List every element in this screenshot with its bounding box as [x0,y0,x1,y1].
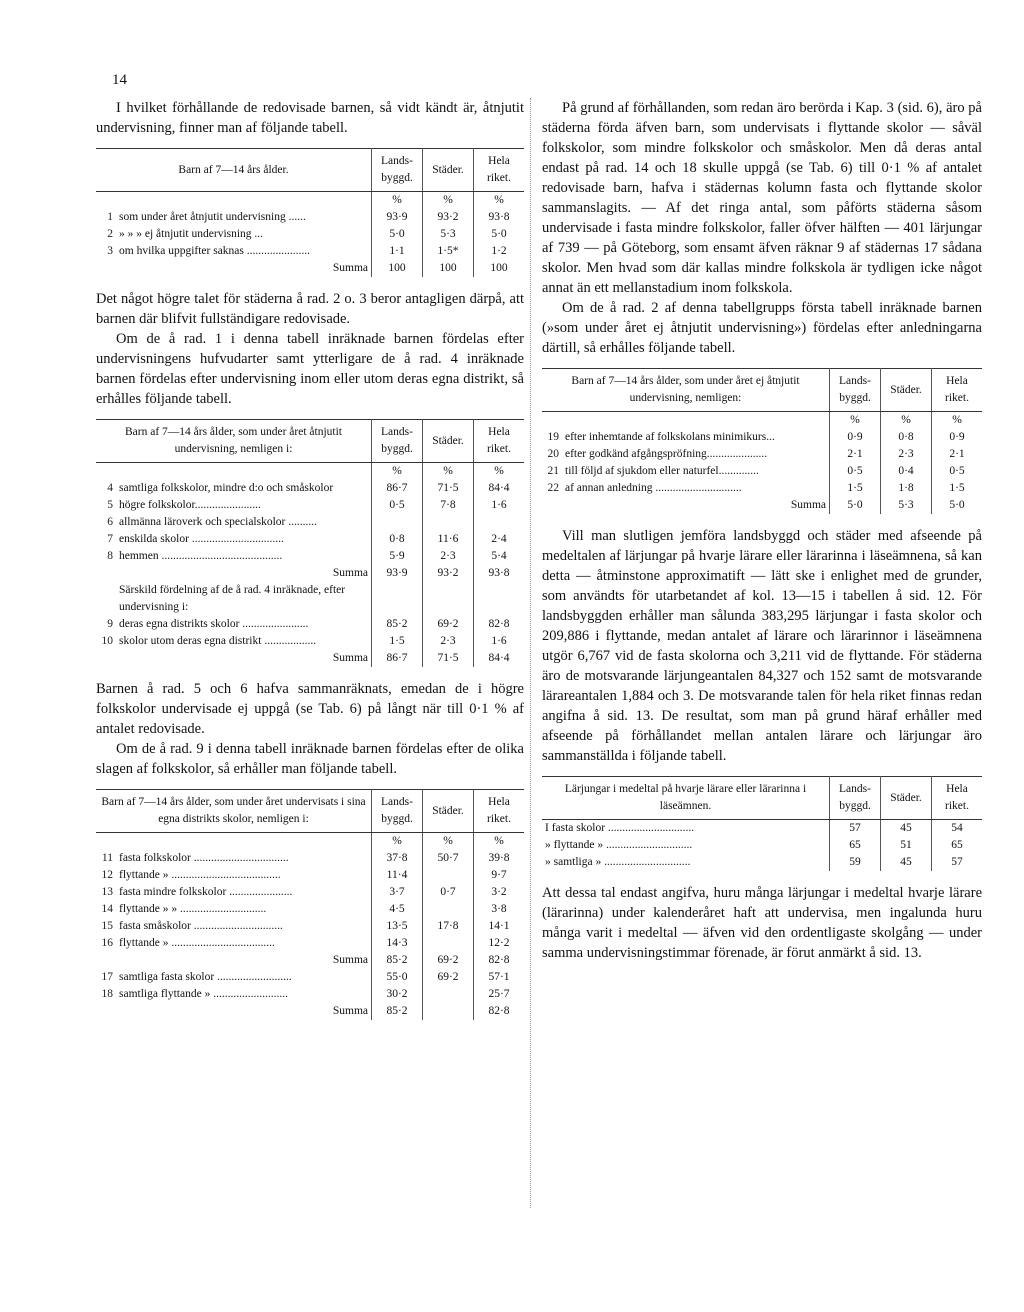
table-cell [372,582,423,616]
page-number: 14 [112,72,127,88]
table-part [96,790,524,833]
table-cell: 5·0 [474,226,525,243]
table-cell: 5·9 [372,548,423,565]
table-row [96,531,524,548]
table-cell: 82·8 [474,952,525,969]
table-part [96,420,524,463]
table-cell: 100 [372,260,423,277]
table-row [542,463,982,480]
table-cell: 4·5 [372,901,423,918]
table-cell [474,514,525,531]
table-cell: Summa [332,652,368,664]
table-cell: 71·5 [423,480,474,497]
table-header-cell: Barn af 7—14 års ålder, som under året undervisats i sina egna distrikts skolor, nemligen i: [96,790,372,833]
table-row [542,429,982,446]
table-cell: 71·5 [423,650,474,667]
table-part [542,412,982,430]
table-row [96,548,524,565]
table-cell: 7 [107,533,113,545]
table-cell: Särskild fördelning af de å rad. 4 inräknade, efter undervisning i: [119,584,346,613]
table-cell: 45 [881,854,932,871]
table-part [96,192,524,210]
table-cell: 65 [830,837,881,854]
table-cell [562,412,830,430]
table-cell: allmänna läroverk och specialskolor .......... [119,516,317,528]
table-cell [423,582,474,616]
right-paragraph-2: Om de å rad. 2 af denna tabellgrupps första tabell inräknade barnen (»som under året ej åtnjutit undervisning») fördelas efter anledningarna därtill, så erhålles följande tabell. [542,300,982,356]
table-cell: 30·2 [372,986,423,1003]
table-cell: fasta småskolor ............................... [119,920,283,932]
table-3 [96,789,524,1020]
table-row [542,854,982,871]
table-header-cell: Hela riket. [932,369,983,412]
table-cell: 1·5 [830,480,881,497]
table-row [542,480,982,497]
table-row [96,901,524,918]
table-cell: deras egna distrikts skolor ....................... [119,618,309,630]
pct-symbol: % [474,192,525,210]
table-cell: 25·7 [474,986,525,1003]
table-header-cell: Städer. [423,420,474,463]
table-cell: 14 [101,903,113,915]
table-cell: 8 [107,550,113,562]
table-cell: 82·8 [474,616,525,633]
table-cell: 84·4 [474,480,525,497]
table-header-cell: Lärjungar i medeltal på hvarje lärare eller lärarinna i läseämnen. [542,777,830,820]
table-cell: 5·3 [423,226,474,243]
table-cell: 1·5 [932,480,983,497]
table-cell: 3·7 [372,884,423,901]
paragraph-2: Det något högre talet för städerna å rad. 2 o. 3 beror antagligen därpå, att barnen där blifvit fullständigare redovisade. [96,291,524,327]
table-cell: 22 [547,482,559,494]
table-cell: 2·4 [474,531,525,548]
table-cell: 2·1 [830,446,881,463]
table-cell: 0·4 [881,463,932,480]
table-cell: fasta mindre folkskolor ...................... [119,886,293,898]
intro-paragraph: I hvilket förhållande de redovisade barnen, så vidt kändt är, åtnjutit undervisning, finner man af följande tabell. [96,100,524,136]
right-paragraph-4: Att dessa tal endast angifva, huru många lärjungar i medeltal hvarje lärare (lärarinna) under kalenderåret haft att undervisa, men ingalunda huru många varit i medeltal — äfven vid den ordentligaste skolgång — under samma undervisningstimmar förenade, är förut anmärkt å sid. 13. [542,885,982,961]
table-part [542,369,982,412]
table-cell: 57 [830,820,881,838]
summa-row [96,565,524,582]
table-cell: Summa [332,262,368,274]
table-cell: 1·2 [474,243,525,260]
table-cell: 1·1 [372,243,423,260]
table-cell: 54 [932,820,983,838]
table-cell: 1·5 [372,633,423,650]
table-cell: Summa [332,567,368,579]
table-part [542,777,982,820]
table-cell: 5·0 [372,226,423,243]
table-cell: % [830,412,881,430]
table-header-desc: Barn af 7—14 års ålder. [96,149,372,192]
table-cell: till följd af sjukdom eller naturfel.............. [565,465,759,477]
table-cell: 0·7 [423,884,474,901]
table-cell: » » » ej åtnjutit undervisning ... [119,228,264,240]
table-row [96,209,524,226]
table-cell: % [372,463,423,481]
table-cell: skolor utom deras egna distrikt .................. [119,635,317,647]
table-row [96,884,524,901]
table-cell: 15 [101,920,113,932]
table-cell: 55·0 [372,969,423,986]
table-cell: % [423,463,474,481]
table-cell [423,901,474,918]
table-cell: 10 [101,635,113,647]
table-cell: 93·8 [474,565,525,582]
table-cell: 57 [932,854,983,871]
table-cell: Summa [332,954,368,966]
table-row [96,867,524,884]
table-cell: 5 [107,499,113,511]
table-cell: hemmen .......................................... [119,550,283,562]
table-cell [372,514,423,531]
table-row [96,514,524,531]
table-4 [542,368,982,514]
table-cell: 93·9 [372,565,423,582]
table-cell: 7·8 [423,497,474,514]
table-row [542,446,982,463]
table-cell: 11 [101,852,113,864]
summa-row [96,1003,524,1020]
table-cell: 45 [881,820,932,838]
table-cell: » flyttande » .............................. [545,839,693,851]
table-cell [542,412,562,430]
table-header-cell: Lands-byggd. [830,777,881,820]
table-cell: 1 [107,211,113,223]
table-cell: 69·2 [423,952,474,969]
table-cell: högre folkskolor....................... [119,499,261,511]
table-cell: 100 [474,260,525,277]
table-cell [116,463,372,481]
table-cell: 11·4 [372,867,423,884]
right-paragraph-3: Vill man slutligen jemföra landsbyggd och städer med afseende på medeltalen af lärjungar på hvarje lärare eller lärarinna i läseämnena, så kan detta — åtminstone approximatift — lätt ske i enlighet med de grunder, som användts för utarbetandet af kol. 13—15 i tabellen å sid. 12. För landsbyggden erhåller man sålunda 383,295 lärjungar i fasta skolor och 209,886 i flyttande, medan antalet af lärare och lärarinnor i läseämnena utgör 6,767 vid de fasta skolorna och 3,211 vid de flyttande. För städerna äro de motsvarande lärjungeantalen 84,327 och 152 samt de motsvarande lärareantalen 1,884 och 3. De motsvarande talen för hela riket finnas redan angifna å sid. 13. De resultat, som man på grund häraf erhåller med afseende på förhållandet mellan antalen lärare och lärjungar äro sammanställda i följande tabell. [542,528,982,764]
table-cell: 3 [107,245,113,257]
table-cell: 12 [101,869,113,881]
table-row [96,497,524,514]
table-cell [116,192,372,210]
table-cell: 85·2 [372,616,423,633]
table-header-cell: Hela riket. [474,420,525,463]
table-cell: 65 [932,837,983,854]
table-cell: 3·8 [474,901,525,918]
table-cell: 0·5 [932,463,983,480]
table-cell: 51 [881,837,932,854]
table-cell: 2·3 [423,633,474,650]
table-cell: enskilda skolor ................................ [119,533,284,545]
table-row [96,243,524,260]
table-cell: 84·4 [474,650,525,667]
table-cell: 12·2 [474,935,525,952]
table-cell: 13·5 [372,918,423,935]
table-cell: 14·3 [372,935,423,952]
table-header-cell: Lands-byggd. [372,790,423,833]
table-cell: 0·5 [830,463,881,480]
table-row [96,480,524,497]
table-cell: 93·2 [423,209,474,226]
table-cell: 2·3 [423,548,474,565]
table-row [96,226,524,243]
table-cell: 1·6 [474,633,525,650]
col-header-hela-riket: Hela riket. [474,149,525,192]
table-cell: 5·3 [881,497,932,514]
table-cell: 3·2 [474,884,525,901]
table-cell: som under året åtnjutit undervisning ...... [119,211,306,223]
table-cell: 100 [423,260,474,277]
table-header-cell: Hela riket. [474,790,525,833]
col-header-stader: Städer. [423,149,474,192]
table-cell: samtliga folkskolor, mindre d:o och småskolor [119,482,334,494]
table-cell: 5·4 [474,548,525,565]
table-cell: af annan anledning .............................. [565,482,742,494]
table-row [96,986,524,1003]
table-cell: 50·7 [423,850,474,867]
table-row [542,837,982,854]
table-cell [96,1003,116,1020]
table-cell: 0·9 [932,429,983,446]
table-row [96,969,524,986]
table-part [96,463,524,481]
table-cell: % [474,833,525,851]
table-cell: samtliga flyttande » .......................... [119,988,288,1000]
summa-row [96,650,524,667]
table-cell: 0·9 [830,429,881,446]
table-cell [96,260,116,277]
table-cell: samtliga fasta skolor .......................... [119,971,292,983]
table-5 [542,776,982,871]
table-cell: 9 [107,618,113,630]
table-cell: om hvilka uppgifter saknas ...................... [119,245,311,257]
table-cell: 19 [547,431,559,443]
table-cell: % [881,412,932,430]
table-cell: 93·8 [474,209,525,226]
table-cell [423,1003,474,1020]
table-cell: 1·5* [423,243,474,260]
table-cell: % [932,412,983,430]
table-cell [423,986,474,1003]
table-cell: fasta folkskolor ................................. [119,852,289,864]
table-header-cell: Hela riket. [932,777,983,820]
table-cell: flyttande » .................................... [119,937,275,949]
table-cell: flyttande » ...................................... [119,869,281,881]
table-cell: Summa [790,499,826,511]
table-cell: 69·2 [423,616,474,633]
summa-row [542,497,982,514]
table-cell: 18 [101,988,113,1000]
sub-header-row [96,582,524,616]
table-cell: 37·8 [372,850,423,867]
table-cell [423,935,474,952]
table-cell: 16 [101,937,113,949]
table-cell [96,952,116,969]
paragraph-5: Om de å rad. 9 i denna tabell inräknade barnen fördelas efter de olika slagen af folkskolor, så erhåller man följande tabell. [96,741,524,777]
table-header-cell: Lands-byggd. [372,420,423,463]
table-cell: 82·8 [474,1003,525,1020]
table-cell: Summa [332,1005,368,1017]
table-cell: 0·8 [881,429,932,446]
table-cell: 57·1 [474,969,525,986]
table-header-cell: Lands-byggd. [830,369,881,412]
col-header-landsbyggd: Lands-byggd. [372,149,423,192]
table-header-cell: Städer. [881,777,932,820]
table-header-cell: Barn af 7—14 års ålder, som under året ej åtnjutit undervisning, nemligen: [542,369,830,412]
table-cell: 5·0 [830,497,881,514]
table-cell [423,867,474,884]
table-cell: 85·2 [372,952,423,969]
table-cell: 86·7 [372,480,423,497]
table-cell: 5·0 [932,497,983,514]
table-header-desc: Barn af 7—14 års ålder, som under året åtnjutit undervisning, nemligen i: [96,420,372,463]
table-header-cell: Städer. [881,369,932,412]
table-cell: flyttande » » .............................. [119,903,267,915]
table-cell: 17 [101,971,113,983]
pct-symbol: % [372,192,423,210]
table-row [96,633,524,650]
table-cell: 85·2 [372,1003,423,1020]
paragraph-4: Barnen å rad. 5 och 6 hafva sammanräknats, emedan de i högre folkskolor undervisade ej uppgå (se Tab. 6) på långt när till 0·1 % af antalet redovisade. [96,681,524,737]
table-row [96,918,524,935]
table-cell: 0·5 [372,497,423,514]
table-cell: 4 [107,482,113,494]
right-column [542,98,982,963]
table-cell: % [423,833,474,851]
table-cell: 0·8 [372,531,423,548]
left-column [96,98,524,1032]
table-cell: efter inhemtande af folkskolans minimikurs... [565,431,775,443]
table-cell: 21 [547,465,559,477]
table-cell: % [372,833,423,851]
table-row [96,935,524,952]
right-paragraph-1: På grund af förhållanden, som redan äro berörda i Kap. 3 (sid. 6), äro på städerna förda äfven barn, som undervisats i flyttande skolor — såväl folkskolor, som mindre folkskolor och småskolor. Men då deras antal endast på rad. 14 och 18 skulle uppgå (se Tab. 6) till 0·1 % af antalet redovisade barn, hafva i städernas kolumn fasta och flyttande skolor sammanslagits. — Af det ringa antal, som påförts städerna såsom undervisade i fasta mindre folkskolor, faller öfver hälften — 401 lärjungar af 739 — på Göteborg, som ensamt äfven räknar 9 af städernas 17 sådana skolor. Men hvad som där kallas mindre folkskola är tydligen icke något annat än ett mellanstadium inom folkskola. [542,100,982,296]
table-row [96,616,524,633]
table-cell: 11·6 [423,531,474,548]
table-cell: 39·8 [474,850,525,867]
table-cell [96,650,116,667]
pct-symbol: % [423,192,474,210]
table-cell [116,833,372,851]
table-cell: efter godkänd afgångspröfning..................... [565,448,768,460]
table-2 [96,419,524,667]
table-cell: 2·3 [881,446,932,463]
table-cell: % [474,463,525,481]
table-cell [96,463,116,481]
table-cell: 14·1 [474,918,525,935]
table-cell [542,497,562,514]
table-cell: 59 [830,854,881,871]
table-part [96,149,524,192]
table-cell: 93·9 [372,209,423,226]
paragraph-3: Om de å rad. 1 i denna tabell inräknade barnen fördelas efter undervisningens hufvudarter samt ytterligare de å rad. 4 inräknade barnen fördelas efter undervisning inom eller utom deras egna distrikt, så erhålles följande tabell. [96,331,524,407]
table-cell [96,192,116,210]
summa-row [96,260,524,277]
table-cell: 6 [107,516,113,528]
table-cell: 2 [107,228,113,240]
table-cell: 1·8 [881,480,932,497]
summa-row [96,952,524,969]
table-cell [96,565,116,582]
column-divider [530,98,531,1208]
table-cell: 13 [101,886,113,898]
table-part [96,833,524,851]
table-cell: 93·2 [423,565,474,582]
table-cell: 20 [547,448,559,460]
table-row [96,850,524,867]
table-cell: 9·7 [474,867,525,884]
table-cell [96,833,116,851]
table-cell: 69·2 [423,969,474,986]
table-cell: 2·1 [932,446,983,463]
table-cell [423,514,474,531]
table-cell: 17·8 [423,918,474,935]
table-row [542,820,982,838]
table-cell: I fasta skolor .............................. [545,822,695,834]
table-cell [96,582,116,616]
table-1 [96,148,524,277]
table-cell: 1·6 [474,497,525,514]
table-header-cell: Städer. [423,790,474,833]
table-cell [474,582,525,616]
table-cell: 86·7 [372,650,423,667]
table-cell: » samtliga » .............................. [545,856,691,868]
